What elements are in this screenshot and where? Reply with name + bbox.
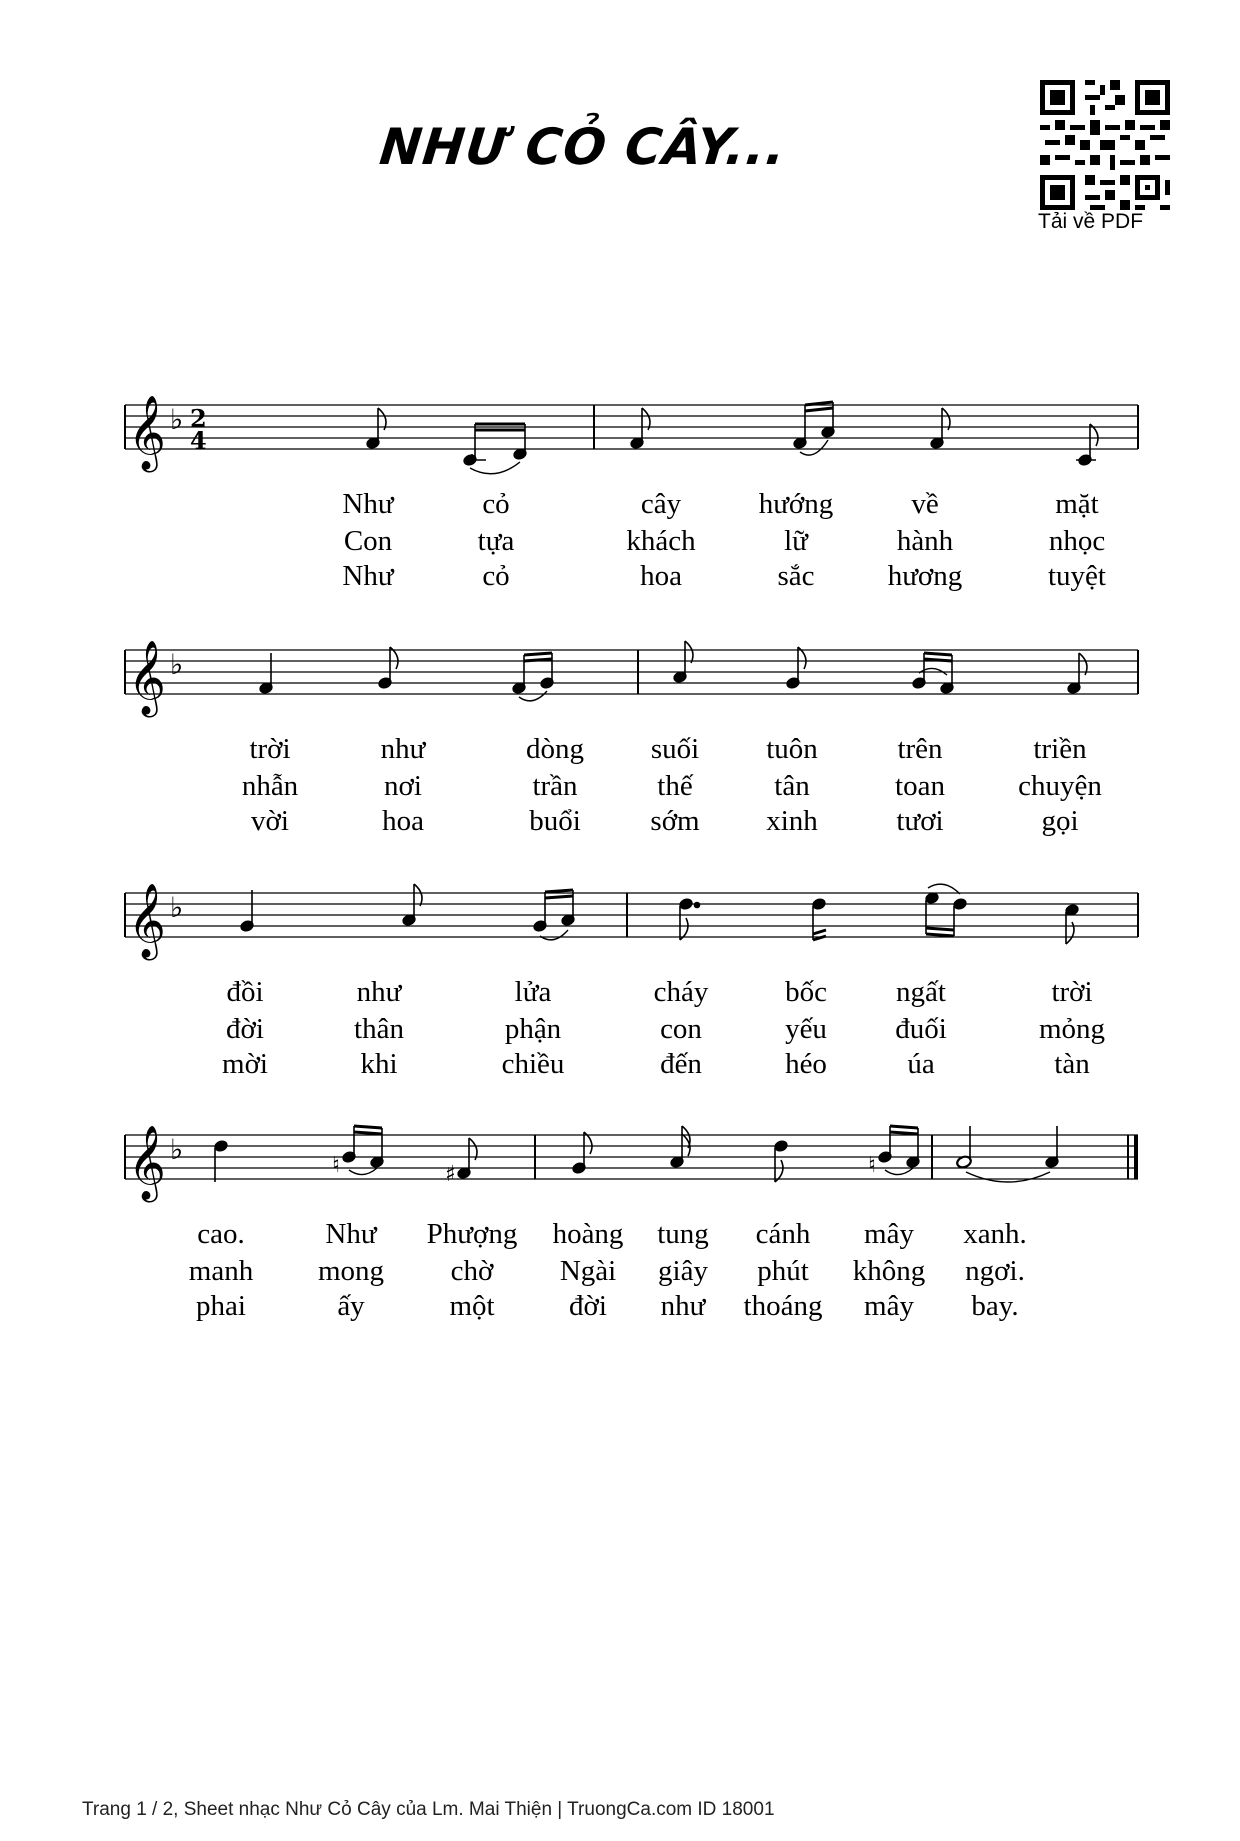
- lyric-syllable: thế: [657, 770, 693, 802]
- verse-2-lyrics: [0, 1013, 1240, 1049]
- lyric-syllable: cỏ: [482, 560, 510, 592]
- flat-icon: ♭: [170, 403, 184, 436]
- lyric-syllable: trời: [249, 733, 291, 765]
- lyric-syllable: tựa: [477, 525, 515, 557]
- lyric-syllable: phút: [757, 1255, 809, 1287]
- staff-system-2: [0, 625, 1240, 837]
- lyric-syllable: Như: [342, 488, 394, 520]
- lyric-syllable: thoáng: [743, 1290, 823, 1322]
- verse-2-lyrics: [0, 770, 1240, 806]
- staff-system-4: [0, 1110, 1240, 1322]
- lyric-syllable: đời: [569, 1290, 607, 1322]
- lyric-syllable: mời: [222, 1048, 268, 1080]
- lyric-syllable: bay.: [971, 1290, 1019, 1322]
- page-footer: Trang 1 / 2, Sheet nhạc Như Cỏ Cây của Lm. Mai Thiện | TruongCa.com ID 18001: [82, 1799, 775, 1820]
- lyric-syllable: tân: [774, 770, 810, 802]
- treble-clef-icon: 𝄞: [128, 641, 166, 715]
- lyric-syllable: lửa: [514, 976, 552, 1008]
- lyric-syllable: như: [380, 733, 426, 765]
- flat-icon: ♭: [170, 891, 184, 924]
- lyric-syllable: khách: [626, 525, 696, 557]
- verse-1-lyrics: [0, 976, 1240, 1012]
- lyric-syllable: hành: [896, 525, 954, 557]
- lyric-syllable: Ngài: [559, 1255, 617, 1287]
- lyric-syllable: ngất: [896, 976, 946, 1008]
- lyric-syllable: về: [911, 488, 939, 520]
- lyric-syllable: giây: [658, 1255, 708, 1287]
- lyric-syllable: mây: [864, 1218, 914, 1250]
- lyric-syllable: một: [449, 1290, 495, 1322]
- lyric-syllable: hướng: [758, 488, 834, 520]
- time-signature-denominator: 4: [190, 426, 207, 455]
- lyric-syllable: hương: [887, 560, 963, 592]
- qr-code-icon[interactable]: [1040, 80, 1170, 210]
- lyric-syllable: lữ: [784, 525, 808, 557]
- natural-icon: ♮: [868, 1153, 876, 1178]
- lyric-syllable: mỏng: [1038, 1013, 1106, 1045]
- lyric-syllable: tàn: [1054, 1048, 1090, 1080]
- lyric-syllable: đồi: [226, 976, 264, 1008]
- download-pdf-link[interactable]: Tải về PDF: [1038, 210, 1144, 233]
- lyric-syllable: đến: [660, 1048, 702, 1080]
- sharp-icon: ♯: [445, 1162, 456, 1187]
- lyric-syllable: vời: [251, 805, 289, 837]
- lyric-syllable: chiều: [501, 1048, 565, 1080]
- lyric-syllable: hoa: [640, 560, 682, 592]
- natural-icon: ♮: [332, 1153, 340, 1178]
- treble-clef-icon: 𝄞: [128, 396, 166, 470]
- verse-3-lyrics: [0, 805, 1240, 841]
- treble-clef-icon: 𝄞: [128, 1126, 166, 1200]
- lyric-syllable: tươi: [896, 805, 944, 837]
- lyric-syllable: xanh.: [963, 1218, 1027, 1250]
- lyric-syllable: nơi: [384, 770, 422, 802]
- lyric-syllable: cây: [640, 488, 682, 520]
- lyric-syllable: Con: [343, 525, 393, 557]
- staff-system-3: [0, 868, 1240, 1080]
- lyric-syllable: trên: [897, 733, 943, 765]
- lyric-syllable: Như: [325, 1218, 377, 1250]
- treble-clef-icon: 𝄞: [128, 884, 166, 958]
- lyric-syllable: manh: [188, 1255, 254, 1287]
- lyric-syllable: mây: [864, 1290, 914, 1322]
- lyric-syllable: chuyện: [1018, 770, 1102, 802]
- lyric-syllable: trời: [1051, 976, 1093, 1008]
- lyric-syllable: bốc: [785, 976, 827, 1008]
- verse-1-lyrics: [0, 488, 1240, 524]
- lyric-syllable: Như: [342, 560, 394, 592]
- lyric-syllable: không: [852, 1255, 926, 1287]
- verse-1-lyrics: [0, 733, 1240, 769]
- lyric-syllable: buổi: [529, 805, 581, 837]
- lyric-syllable: phận: [504, 1013, 562, 1045]
- lyric-syllable: triền: [1033, 733, 1087, 765]
- lyric-syllable: hoa: [382, 805, 424, 837]
- lyric-syllable: mặt: [1055, 488, 1099, 520]
- lyric-syllable: héo: [785, 1048, 827, 1080]
- lyric-syllable: thân: [354, 1013, 404, 1045]
- time-signature-numerator: 2: [190, 404, 207, 433]
- lyric-syllable: con: [660, 1013, 702, 1045]
- lyric-syllable: khi: [360, 1048, 398, 1080]
- verse-2-lyrics: [0, 525, 1240, 561]
- lyric-syllable: phai: [196, 1290, 246, 1322]
- lyric-syllable: tuôn: [766, 733, 818, 765]
- lyric-syllable: ấy: [337, 1290, 365, 1322]
- lyric-syllable: suối: [650, 733, 700, 765]
- verse-3-lyrics: [0, 1048, 1240, 1084]
- verse-1-lyrics: [0, 1218, 1240, 1254]
- lyric-syllable: nhọc: [1048, 525, 1106, 557]
- lyric-syllable: cánh: [755, 1218, 811, 1250]
- staff-system-1: [0, 380, 1240, 592]
- lyric-syllable: đời: [226, 1013, 264, 1045]
- lyric-syllable: đuối: [895, 1013, 947, 1045]
- lyric-syllable: như: [660, 1290, 706, 1322]
- lyric-syllable: yếu: [785, 1013, 827, 1045]
- lyric-syllable: nhẫn: [241, 770, 299, 802]
- lyric-syllable: tung: [657, 1218, 709, 1250]
- lyric-syllable: trần: [532, 770, 578, 802]
- lyric-syllable: xinh: [766, 805, 818, 837]
- lyric-syllable: tuyệt: [1048, 560, 1106, 592]
- verse-3-lyrics: [0, 560, 1240, 596]
- song-title: NHƯ CỎ CÂY...: [376, 118, 789, 176]
- lyric-syllable: sắc: [777, 560, 815, 592]
- lyric-syllable: như: [356, 976, 402, 1008]
- lyric-syllable: Phượng: [426, 1218, 518, 1250]
- lyric-syllable: úa: [907, 1048, 935, 1080]
- lyric-syllable: dòng: [526, 733, 584, 765]
- verse-2-lyrics: [0, 1255, 1240, 1291]
- verse-3-lyrics: [0, 1290, 1240, 1326]
- lyric-syllable: mong: [317, 1255, 385, 1287]
- lyric-syllable: cỏ: [482, 488, 510, 520]
- lyric-syllable: sớm: [650, 805, 700, 837]
- flat-icon: ♭: [170, 648, 184, 681]
- lyric-syllable: cao.: [197, 1218, 245, 1250]
- lyric-syllable: cháy: [653, 976, 709, 1008]
- lyric-syllable: gọi: [1041, 805, 1079, 837]
- flat-icon: ♭: [170, 1133, 184, 1166]
- lyric-syllable: chờ: [450, 1255, 494, 1287]
- lyric-syllable: toan: [895, 770, 945, 802]
- lyric-syllable: hoàng: [552, 1218, 624, 1250]
- lyric-syllable: ngơi.: [965, 1255, 1025, 1287]
